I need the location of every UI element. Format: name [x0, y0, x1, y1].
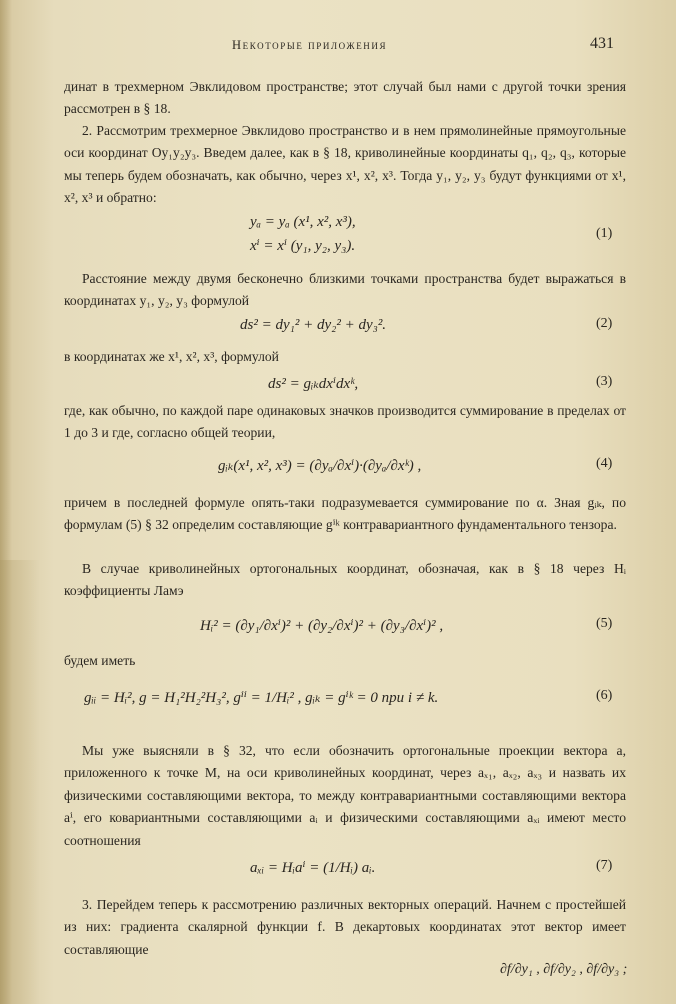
paragraph-10-text: 3. Перейдем теперь к рассмотрению различных векторных операций. Начнем с простейшей из них: градиента скалярной функции f. В декартовых координатах этот вектор имеет составляющие: [64, 897, 626, 957]
equation-7: aₓᵢ = Hᵢaⁱ = (1/Hᵢ) aᵢ.: [250, 860, 376, 876]
paragraph-8: будем иметь: [64, 653, 136, 668]
running-title: Некоторые приложения: [232, 38, 388, 52]
equation-4: gᵢₖ(x¹, x², x³) = (∂yₐ/∂xⁱ)·(∂yₐ/∂xᵏ) ,: [218, 458, 422, 474]
equation-number-3: (3): [596, 374, 613, 389]
equation-1b: xⁱ = xⁱ (y₁, y₂, y₃).: [250, 238, 356, 254]
paragraph-4: в координатах же x¹, x², x³, формулой: [64, 349, 279, 364]
paragraph-10: [64, 894, 626, 961]
equation-3: ds² = gᵢₖdxⁱdxᵏ,: [268, 376, 359, 392]
equation-1a: yₐ = yₐ (x¹, x², x³),: [250, 214, 356, 230]
paragraph-2-text: 2. Рассмотрим трехмерное Эвклидово пространство и в нем прямолинейные прямоугольные оси координат Oy₁y₂y₃. Введем далее, как в § 18, криволинейные координаты q₁, q₂, q₃, которые мы теперь будем обозначать, как обычно, через x¹, x², x³. Тогда y₁, y₂, y₃ будут функциями от x¹, x², x³ и обратно:: [64, 123, 626, 206]
equation-2: ds² = dy₁² + dy₂² + dy₃².: [240, 317, 387, 333]
paragraph-7-text: В случае криволинейных ортогональных координат, обозначая, как в § 18 через Hᵢ коэффициенты Ламэ: [64, 561, 626, 599]
paragraph-3-text: Расстояние между двумя бесконечно близкими точками пространства будет выражаться в координатах y₁, y₂, y₃ формулой: [64, 271, 626, 309]
equation-number-6: (6): [596, 688, 613, 703]
paragraph-7: [64, 558, 626, 603]
equation-number-5: (5): [596, 616, 613, 631]
paragraph-1: динат в трехмерном Эвклидовом пространстве; этот случай был нами с другой точки зрения рассмотрен в § 18.: [64, 79, 626, 117]
equation-number-7: (7): [596, 858, 613, 873]
running-header: [0, 35, 676, 58]
paragraph-9-text: Мы уже выясняли в § 32, что если обозначить ортогональные проекции вектора a, приложенного к точке M, на оси криволинейных координат, через aₓ₁, aₓ₂, aₓ₃ и назвать их физическими составляющими вектора, то между контравариантными составляющими вектора aⁱ, его ковариантными составляющими aᵢ и физическими составляющими aₓᵢ имеют место соотношения: [64, 743, 626, 848]
page-shadow: [0, 560, 40, 1004]
equation-5: Hᵢ² = (∂y₁/∂xⁱ)² + (∂y₂/∂xⁱ)² + (∂y₃/∂xⁱ)² ,: [200, 618, 444, 634]
equation-6: gᵢᵢ = Hᵢ², g = H₁²H₂²H₃², gⁱⁱ = 1/Hᵢ² , gᵢₖ = gⁱᵏ = 0 при i ≠ k.: [84, 690, 439, 706]
paragraph-6: причем в последней формуле опять-таки подразумевается суммирование по α. Зная gᵢₖ, по формулам (5) § 32 определим составляющие gⁱᵏ контравариантного фундаментального тензора.: [64, 495, 626, 533]
paragraph-9: [64, 740, 626, 852]
equation-number-1: (1): [596, 226, 613, 241]
equation-number-4: (4): [596, 456, 613, 471]
paragraph-2: [64, 120, 626, 210]
equation-number-2: (2): [596, 316, 613, 331]
paragraph-3: [64, 268, 626, 313]
page-number: 431: [590, 35, 614, 52]
paragraph-5: где, как обычно, по каждой паре одинаковых значков производится суммирование в пределах от 1 до 3 и где, согласно общей теории,: [64, 403, 626, 441]
gradient-components: ∂f/∂y₁ , ∂f/∂y₂ , ∂f/∂y₃ ;: [500, 962, 628, 977]
